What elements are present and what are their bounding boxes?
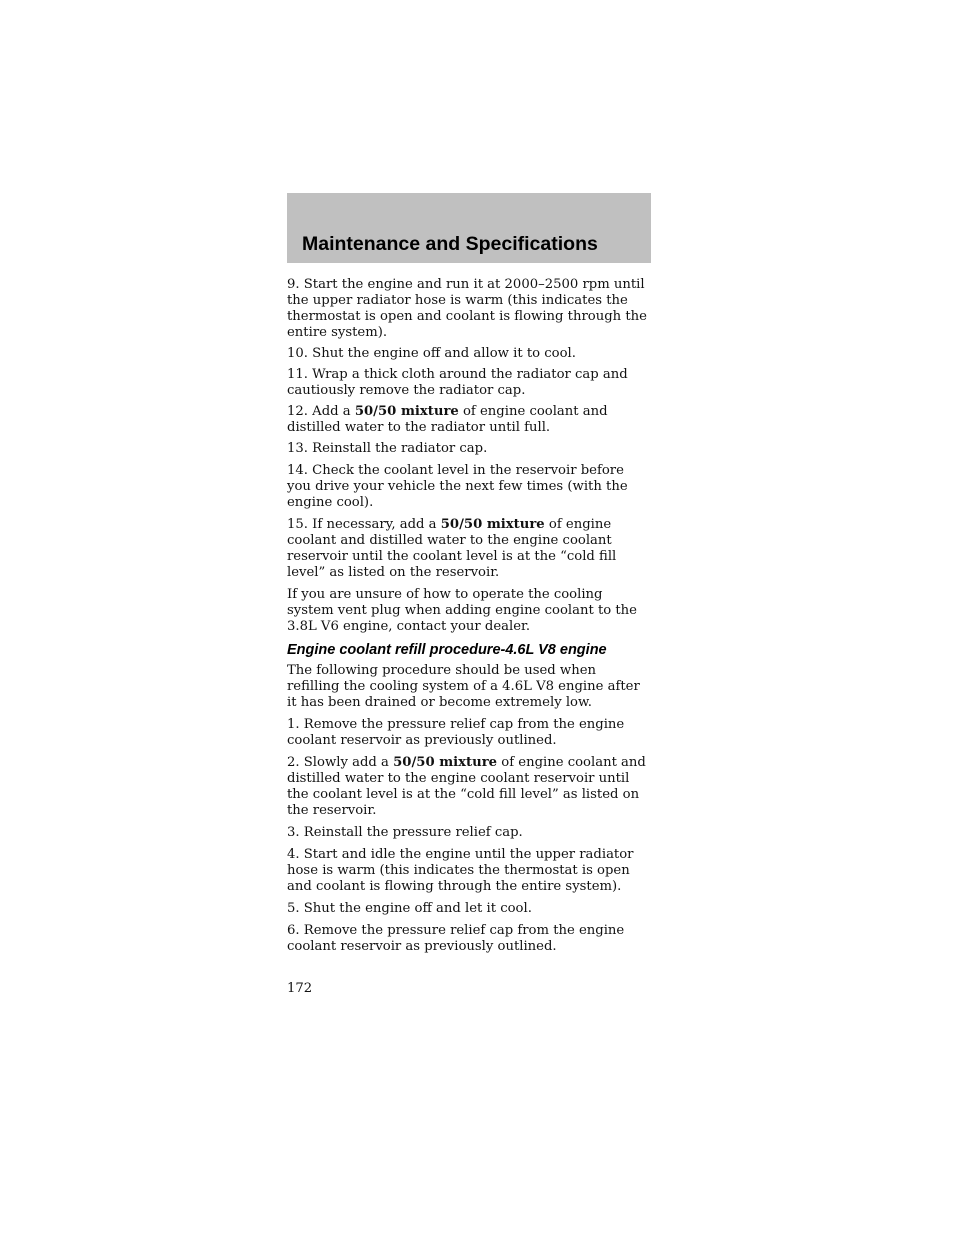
page-content bbox=[287, 277, 651, 961]
v8-step-3: 3. Reinstall the pressure relief cap. bbox=[287, 825, 523, 840]
section-header-band bbox=[287, 193, 651, 263]
v8-step-1: 1. Remove the pressure relief cap from the engine coolant reservoir as previously outlined. bbox=[287, 717, 625, 748]
step-12-mixture-emphasis: 50/50 mixture bbox=[354, 404, 459, 419]
step-15-text-after: of engine coolant and distilled water to the engine coolant reservoir until the coolant level is at the “cold fill level” as listed on the reservoir. bbox=[287, 517, 617, 580]
v8-step-2-text-after: of engine coolant and distilled water to the engine coolant reservoir until the coolant level is at the “cold fill level” as listed on the reservoir. bbox=[287, 755, 646, 818]
step-15 bbox=[287, 517, 651, 581]
step-10: 10. Shut the engine off and allow it to cool. bbox=[287, 346, 576, 361]
step-13: 13. Reinstall the radiator cap. bbox=[287, 441, 488, 456]
v8-step-5: 5. Shut the engine off and let it cool. bbox=[287, 901, 532, 916]
page-title: Maintenance and Specifications bbox=[302, 233, 598, 255]
step-12 bbox=[287, 404, 651, 436]
v8-step-2-mixture-emphasis: 50/50 mixture bbox=[393, 755, 498, 770]
step-14: 14. Check the coolant level in the reservoir before you drive your vehicle the next few times (with the engine cool). bbox=[287, 463, 628, 510]
page-number: 172 bbox=[287, 981, 313, 996]
v8-step-6: 6. Remove the pressure relief cap from the engine coolant reservoir as previously outlined. bbox=[287, 923, 625, 954]
step-9: 9. Start the engine and run it at 2000–2500 rpm until the upper radiator hose is warm (this indicates the thermostat is open and coolant is flowing through the entire system). bbox=[287, 277, 647, 340]
v8-step-2-text-before: 2. Slowly add a bbox=[287, 755, 394, 770]
step-12-text-after: of engine coolant and distilled water to the radiator until full. bbox=[287, 404, 608, 435]
step-11: 11. Wrap a thick cloth around the radiator cap and cautiously remove the radiator cap. bbox=[287, 367, 628, 398]
step-12-text-before: 12. Add a bbox=[287, 404, 355, 419]
step-15-mixture-emphasis: 50/50 mixture bbox=[440, 517, 545, 532]
section-heading: Engine coolant refill procedure-4.6L V8 engine bbox=[287, 642, 607, 658]
dealer-note: If you are unsure of how to operate the cooling system vent plug when adding engine coolant to the 3.8L V6 engine, contact your dealer. bbox=[287, 587, 637, 634]
step-15-text-before: 15. If necessary, add a bbox=[287, 517, 441, 532]
v8-step-4: 4. Start and idle the engine until the upper radiator hose is warm (this indicates the thermostat is open and coolant is flowing through the entire system). bbox=[287, 847, 634, 894]
section-intro: The following procedure should be used when refilling the cooling system of a 4.6L V8 engine after it has been drained or become extremely low. bbox=[287, 663, 640, 710]
v8-step-2 bbox=[287, 755, 651, 819]
